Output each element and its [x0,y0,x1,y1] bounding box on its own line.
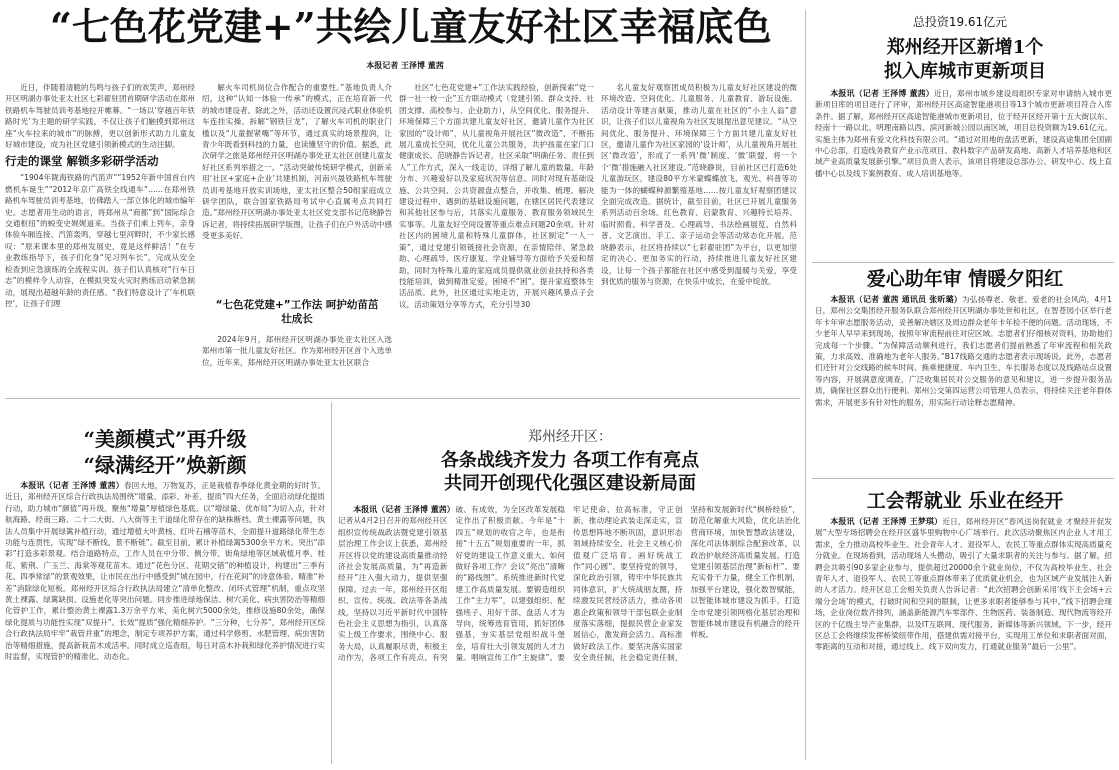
story1-title: “七色花党建+”共绘儿童友好社区幸福底色 [50,4,772,49]
story2-byline: 本报讯（记者 王泽博 董茜） [830,89,934,98]
story1-column-1 [5,82,195,392]
story2-meta: 总投资19.61亿元 [912,15,1008,29]
story5-title-line1: “美颜模式”再升级 [83,427,247,451]
story4-body-text: 近日，郑州经开区“春风送岗促就业 才聚经开促发展”大型专场招聘会在经开区盛华里购物中心广场举行。此次活动聚焦区内企业人才用工需求，全力推动高校毕业生、社会青年人才、退役军人、农民工等重点群体实现高质量充分就业。在现场看到，活动现场人头攒动，吸引了大量求职者的关注与参与。据了解，招聘会共吸引90多家企业参与，提供超过20000余个就业岗位，不仅为高校毕业生、社会青年人才、退役军人、农民工等重点群体带来了优质就业机会，也为区域产业发展注入新的人才活力。经开区总工会相关负责人告诉记者：“此次招聘会创新采用‘线下主会场+云端分会场’的模式，打破时间和空间的限制，让更多求职者能够参与其中。”线下招聘会现场，企业岗位数齐排列，涵盖新能源汽车零部件、生物医药、装备制造、现代物流等经开区的千亿级主导产业集群，以及IT互联网、现代服务、新媒体等新兴领域。下一步，经开区总工会将继续发挥桥梁纽带作用，搭建供需对接平台，实现用工单位和求职者面对面，零距离的互动和对接，通过线上、线下双向发力，打通就业服务“最后一公里”。 [815,517,1112,652]
story2-title-line2: 拟入库城市更新项目 [884,61,1046,82]
story6-title-line1: 各条战线齐发力 各项工作有亮点 [440,450,700,471]
story1-col3-para-a: 社区“七色花党建+”工作法实践经验，创新探索“党一群一社一校一企”五方联动模式（党建引领、群众支持、社团支撑、高校参与、企业助力），从空间优化、服务提升、环境保障三个方面共建儿童友好社区，邀请儿童作为社区家园的“设计师”，从儿童视角开展社区“微改造”，不断拓展儿童成长空间，优化儿童公共服务，共护孩童在家门口健康成长。范晓静告诉记者，社区采取“明确任务、责任到人”工作方式，深入一线走访，详细了解儿童的数量、年龄分布、兴趣爱好以及家庭状况等信息。同时对现有基础设施、公共空间、公共资源盘点整合，并收集、梳理、解决建设过程中、遇到的基础设施问题，在辖区居民代表建议和其他社区参与后，共落实儿童服务、教育服务领域民生实事等。儿童友好空间设置等重点难点问题20余项。针对社区内的困境儿童和特殊儿童群体，社区制定“一人一策”，通过党建引领链接社会资源，在亲情陪伴、紧急救助、心理疏导、医疗康复、学业辅导等方面给予关爱和帮助，同时为特殊儿童的家庭成员提供就业创业扶持和各类技能培训，做到精准定爱，困境不“困”，提升家庭整体生活品质。此外，社区通过实地走访，开展兴趣风暴点子会议，活动策划分享等方式，充分引导30 [399,83,594,309]
story1-byline: 本报记者 王泽博 董茜 [366,61,444,70]
story1-subhead-1: 行走的课堂 解锁多彩研学活动 [5,154,159,169]
story3-body-text: 为弘扬尊老、敬老、爱老的社会风尚，4月1日，郑州公交集团经开服务队联合郑州经开区明湖办事处世和社区，在智苍园小区举行老年卡年审志愿服务活动，妥善解决辖区及周边群众老年卡年检不便的问题。活动现场，不少老年人早早来到现场，按照年审流程前往对应区域。志愿者们仔细核对资料，协助他们完成每一个步骤。“为保障活动顺利进行，我们志愿者们提前熟悉了年审流程和相关政策，力求高效、准确地为老年人服务。”B17线路交通的志愿者表示现场说。此外，志愿者们还针对公交线路的候车时间、换乘便捷度、车内卫生、车长服务态度以及线路站点设置等内容，开展满意度调查，广泛收集居民对公交服务的意见和建议，进一步提升服务品质，确保社区群众出行便利。郑州公交第四运营公司管理人员表示，将持续关注老年群体需求，开展更多有针对性的服务，用实际行动诠释志愿精神。 [815,295,1112,407]
story1-column-2 [202,82,392,392]
story2-title-line1: 郑州经开区新增1个 [886,37,1044,58]
story1-col1-para-a: 近日，伴随着清脆的鸟鸣与孩子们的欢笑声，郑州经开区明湖办事处亚太社区七彩翟驻团首期研学活动在郑州铁路机车驾驶员训考基地拉开帷幕。“一场以‘穿越百年铁路时光’为主题的研学实践，不仅让孩子们触摸到郑州这座“火车拉来的城市”的脉搏，更以创新形式助力儿童友好城市建设，成为社区党建引领新模式的生动注脚。 [5,83,195,150]
story3-title: 爱心助年审 情暖夕阳红 [866,268,1064,290]
story6-title-line2: 共同开创现代化强区建设新局面 [444,473,696,494]
story2-body-text: 近日，郑州市城乡建设局组织专家对申请纳入城市更新项目库的项目进行了评审，郑州经开区高途智能港项目等13个城市更新项目符合入库条件。据了解，郑州经开区高途智能港城市更新项目，位于经开区经开第十五大街以东、经南十一路以北、明理南路以西、滨河新城公园以南区域，项目总投资额为19.61亿元。实施主体为郑州有爱文化科技有限公司。“通过对用地的盘活更新，建设高途集团全国副中心总部，打造线务教育产业示范项目、教科数字产品研发高地、高新人才培养基地和区域产业高质量发展新引擎。”项目负责人表示，该项目将建设总部办公、研发中心、线上直播中心以及线下案例教育、成人培训基地等。 [815,89,1112,178]
story1-col2-para-b: 2024年9月，郑州经开区明湖办事处亚太社区入选郑州市第一批儿童友好社区。作为郑州经开区首个入选单位，近年来，郑州经开区明湖办事处亚太社区联合 [202,335,392,367]
story1-col1-para-b: “1904年陇海铁路的汽笛声”“1952年新中国首台内燃机车诞生”“2012年京广高铁全线通车”……在郑州铁路机车驾驶员训考基地，仿佛踏入一部立体化的城市编年史。志愿者用生动的语言，将郑州从“商都”到“国际综合交通枢纽”的蜕变史娓娓道来。当孩子们乘上列车，亲身体验车厢连接、汽笛轰鸣，穿越七里河畔时，不少家长感叹：“原来课本里的郑州发展史，竟是这样鲜活！”在专业教练指导下，孩子们化身“见习列车长”，完成从安全检查到应急演练的全流程实训。孩子们认真核对“行车日志”的模样令人动容，在模拟突发火灾时熟练启动紧急制动，展现出超越年龄的责任感。“我们特意设计了‘车机联控’，让孩子们理 [5,173,195,308]
story6-body-text: 记者从4月2日召开的郑州经开区组织宣传统战政法暨党建引领基层治理工作会议上获悉，郑州经开区将以党的建设高质量推动经济社会发展高质量，为“再造新经开”注入强大动力，提供坚强保障。过去一年，郑州经开区组织、宣传、统战、政法等各条战线，坚持以习近平新时代中国特色社会主义思想为指引，认真落实上级工作要求，围绕中心、服务大局，认真履职尽责，积极主动作为，各项工作有亮点、有突破、有成效，为全区改革发展稳定作出了积极贡献。今年是“十四五”规划的收官之年，也是衔接“十五五”规划重要的一年，抓好党的建设工作意义重大。如何做好各项工作？会议“亮出”清晰的“路线图”。系统推进新时代党建工作高质量发展。要锻造组织工作“主力军”，以建强组织、配强班子、用好干部、盘活人才为导向，统筹选育管用，抓好团体强基，夯实基层党组织战斗堡垒，培育壮大引领发展的人才力量。唱响宣传工作“主旋律”。要牢记使命、拉高标准，守正创新，推动理论武装走深走实，宣传思想阵地不断巩固，意识形态领域持续安全、社会主义核心价值观广泛培育。画好统战工作“同心圆”。要坚持党的领导，深化政治引领，铸牢中华民族共同体意识，扩大统战朋友圈，持续激发民营经济活力，推动各项惠企政策和领导干部包联企业制度落实落细，提振民营企业家发展信心，激发商会活力。高标准做好政法工作。要坚决落实国家安全责任制，社会稳定责任制，坚持和发展新时代“枫桥经验”，防范化解重大风险，优化法治化营商环境，加快智慧政法建设，深化司法体制综合配套改革，以政治护航经济高质量发展。打造党建引领基层治理“新标杆”。要充实骨干力量，健全工作机制，加强平台建设，强化数智赋能，以智能体城市建设为抓手，打造全市党建引领网格化基层治理和智能体城市建设有机融合的经开样板。 [338,505,800,663]
story1-col2-para-a: 解火车司机岗位合作配合的重要性。”基地负责人介绍，这种“认知一体验一传承”的模式，正在培育新一代的城市建设者。除此之外，活动还设置沉浸式职业体验机车连挂实操、拆解“钢铁巨龙”，了解火车司机的职业门槛以及“儿童握紧嘴”等环节，通过真实的场景搜润，让青少年既看到科技的力量，也读懂坚守的价值。据悉，此次研学之旅是郑州经开区明湖办事处亚太社区创建儿童友好社区系列举措之一。“活动突破传统研学模式，创新采用‘社区+家庭+企业’共建机制，河南兴晟铁路机车驾驶员训考基地开放实训场地，亚太社区整合50组家庭成立研学团队，联合国家铁路局考试中心直属考点共同打造。”郑州经开区明湖办事处亚太社区党支部书记范晓静告诉记者，将持续拓展研学版图，让孩子们在户外活动中感受更多美好。 [202,83,392,241]
story4-body [815,516,1112,766]
story5-body-text: 春回大地，万物复苏，正是栽植春季绿化黄金期的好时节。近日，郑州经开区综合行政执法局围绕“增量、添彩、补差、提质”四大任务，全面启动绿化提质行动，助力城市“颜值”再升级。聚焦“增量”厚植绿色基底。以“增绿量、优布局”为切入点，针对航海路、经南三路、二十二大街、八大街等主干道绿化带存在的缺株断档、黄土裸露等问题，执法人员集中开展绿篱补植行动，通过增植大叶黄杨、红叶石楠等苗木，全面提升道路绿化带生态功能与连贯性，实现“绿不断线、景不断链”。截至目前，累计补植绿篱5300余平方米。突出“添彩”打造多彩景观。结合道路特点，工作人员在中分带、侧分带、街角绿地等区域栽植月季、桂花、紫荆、广玉兰、海棠等观花苗木。通过“花色分区、花期交错”的种植设计，构建出“三季有花、四季常绿”的景观效果，让市民在出行中感受到“城在园中，行在花间”的诗意体验。精准“补差”消除绿化短板。郑州经开区综合行政执法局建立“清单化整改、闭环式管理”机制，重点攻坚黄土裸露、绿篱缺损、设施老化等突出问题。同步推进绿地保洁、树穴美化、病虫害防治等精细化管护工作，累计整治黄土裸露1.3万余平方米，美化树穴5000余处，推修设施80余处，确保绿化提质与功能性实现“双提升”。长效“提质”强化精细养护。“三分种，七分养”，郑州经开区综合行政执法局牢牢“栽管并重”的理念，制定专项养护方案，通过科学修剪、水肥管理、病虫害防治等精细措施，提高新栽苗木成活率。同时成立巡查组，每日对苗木补栽和绿化养护情况进行实时监督，实现管护的精准化、动态化。 [5,481,325,662]
story5-title-line2: “绿满经开”焕新颜 [83,453,247,477]
story1-column-3 [399,82,594,392]
story3-byline: 本报讯（记者 董茜 通讯员 张昕璐） [830,295,962,304]
story6-byline: 本报讯（记者 王泽博 董茜） [353,505,455,514]
story1-column-4 [601,82,797,392]
story4-byline: 本报讯（记者 王泽博 王梦琪） [830,517,943,526]
story4-title: 工会帮就业 乐业在经开 [866,490,1064,512]
story1-subhead-2: “七色花党建+”工作法 呵护幼苗茁壮成长 [215,299,379,325]
story5-byline: 本报讯（记者 王泽博 董茜） [20,481,124,490]
story3-body [815,294,1112,474]
story2-body [815,88,1112,260]
story6-meta: 郑州经开区： [528,429,612,445]
story1-col4-para-a: 名儿童友好观察团成员积极为儿童友好社区建设的微环境改造、空间优化、儿童服务、儿童教育、游玩设施、活动设计等建言献策，推动儿童在社区的“小主人翁”意识，让孩子们以儿童视角为社区发展提出意见建议。“从空间优化、服务提升、环境保障三个方面共建儿童友好社区，邀请儿童作为社区家园的‘设计师’，从儿童视角开展社区‘微改造’，形成了一系列‘微’制度、‘微’联盟，将一个个‘微’措施融入社区建设。”范晓静说，目前社区已打造6处儿童游玩区，建设80平方米蒙蝶蝶放飞、观光、科普等功能为一体的蝴蝶种源繁殖基地……按儿童友好观察团建议全面完成改造。据统计，截至目前，社区已开展儿童服务系列活动百余场。红色教育、启蒙教育、兴趣特长培养、临时照看、科学普及、心理疏导、书法绘画展览、自然科普、文艺演出、手工、亲子运动会等活动常态化开展。范晓静表示，社区将持续以“七彩翟驻团”为平台，以更加坚定的决心、更加务实的行动，持续推进儿童友好社区建设，让每一个孩子都能在社区中感受到温暖与关爱，享受到优质的服务与资源，在快乐中成长，在爱中绽放。 [601,83,797,286]
story5-body [5,480,325,762]
story6-body [338,504,800,764]
